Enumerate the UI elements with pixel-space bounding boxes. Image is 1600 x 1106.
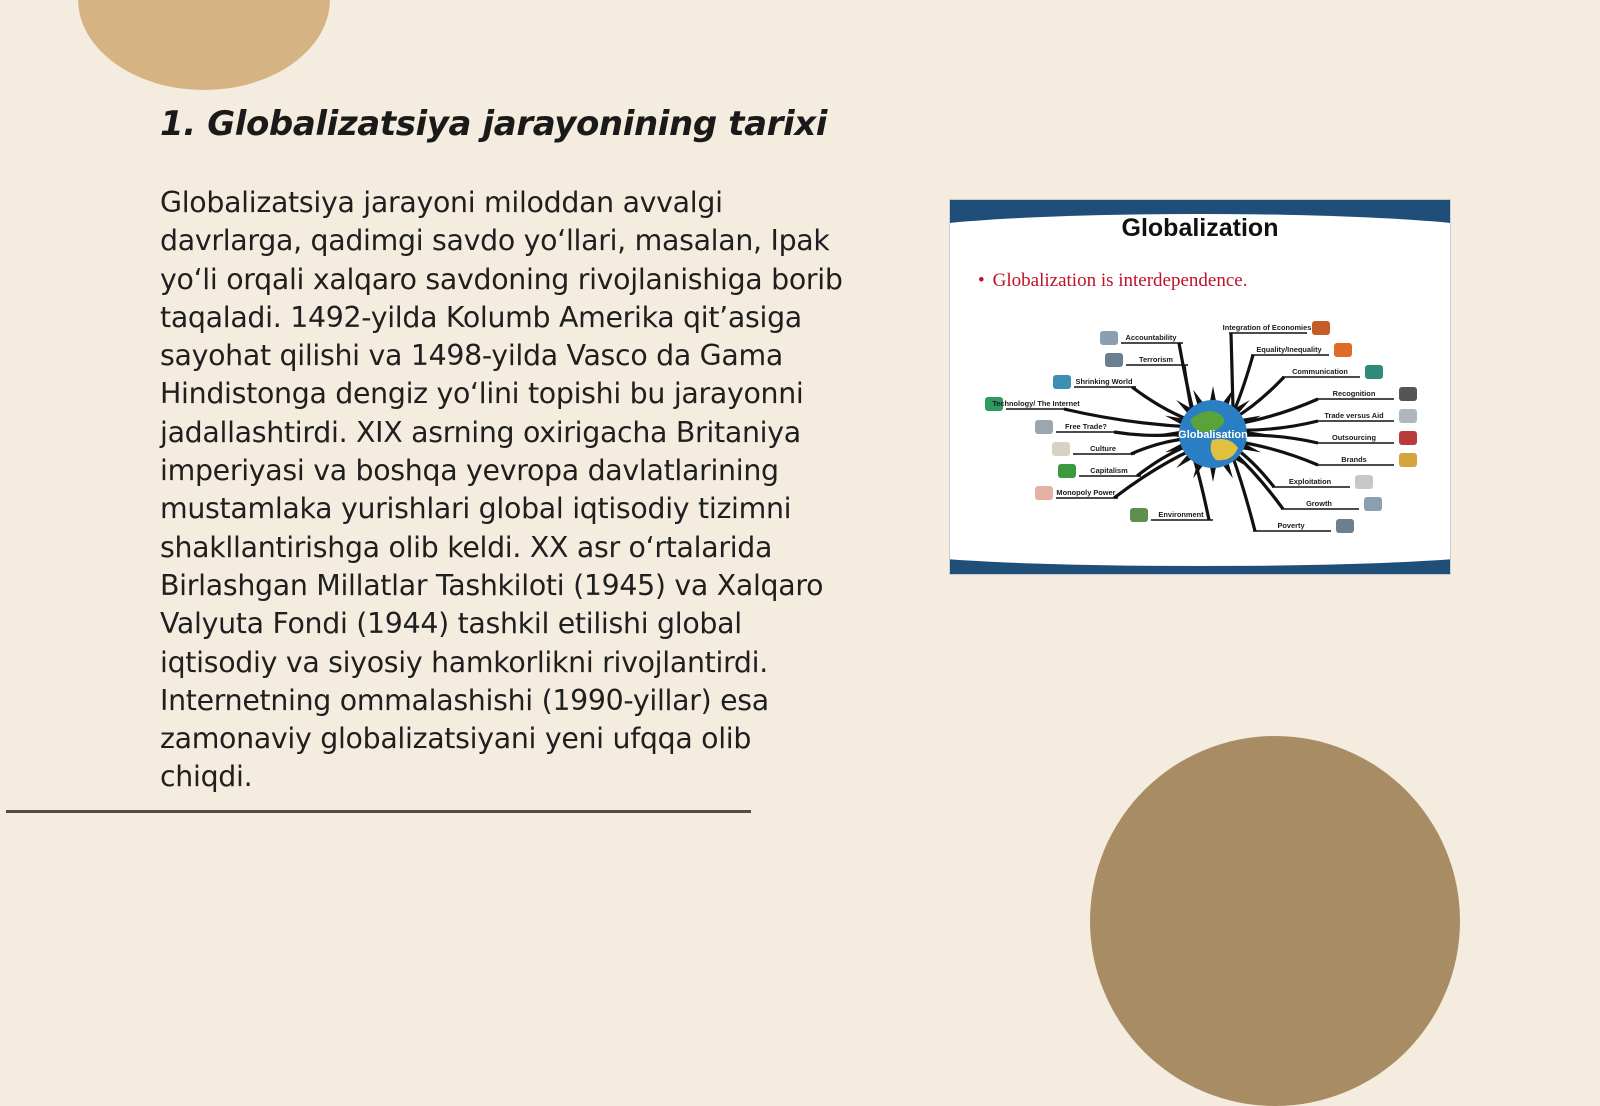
globalization-mind-map [950,300,1450,560]
mind-map-item-icon [1399,453,1417,467]
mind-map-label: Growth [1306,499,1332,508]
mind-map-label: Terrorism [1139,355,1173,364]
mind-map-item-icon [1035,420,1053,434]
mind-map-item-icon [1399,431,1417,445]
bullet-icon: • [978,270,985,291]
mind-map-label: Environment [1158,510,1204,519]
mind-map-label: Communication [1292,367,1348,376]
mind-map-label: Trade versus Aid [1324,411,1384,420]
mind-map-label: Exploitation [1288,477,1332,486]
mind-map-item-icon [1052,442,1070,456]
mind-map-label: Free Trade? [1065,422,1107,431]
mind-map-label: Accountability [1125,333,1177,342]
mind-map-label: Technology/ The Internet [992,399,1080,408]
body-paragraph: Globalizatsiya jarayoni miloddan avvalgi davrlarga, qadimgi savdo yo‘llari, masalan, Ipak yo‘li orqali xalqaro savdoning rivojlanishiga borib taqaladi. 1492-yilda Kolumb Amerika qit’asiga sayohat qilishi va 1498-yilda Vasco da Gama Hindistonga dengiz yo‘lini topishi bu jarayonni jadallashtirdi. XIX asrning oxirigacha Britaniya imperiyasi va boshqa yevropa davlatlarining mustamlaka yurishlari global iqtisodiy tizimni shakllantirishga olib keldi. XX asr o‘rtalarida Birlashgan Millatlar Tashkiloti (1945) va Xalqaro Valyuta Fondi (1944) tashkil etilishi global iqtisodiy va siyosiy hamkorlikni rivojlantirdi. Internetning ommalashishi (1990-yillar) esa zamonaviy globalizatsiyani yeni ufqqa olib chiqdi. [160,186,843,794]
mind-map-label: Equality/Inequality [1256,345,1322,354]
decor-circle-top [78,0,330,90]
mind-map-item-icon [1364,497,1382,511]
slide-bullet-text: Globalization is interdependence. [992,270,1248,291]
mind-map-item-icon [1130,508,1148,522]
divider-line [6,810,751,813]
mind-map-item-icon [1355,475,1373,489]
mind-map-spoke [1132,387,1193,422]
mind-map-label: Brands [1341,455,1367,464]
slide-bullet [978,270,1247,292]
mind-map-item-icon [1100,331,1118,345]
mind-map-item-icon [1334,343,1352,357]
mind-map-spoke [1231,333,1233,408]
mind-map-label: Culture [1090,444,1116,453]
mind-map-item-icon [1399,387,1417,401]
mind-map-item-icon [1105,353,1123,367]
mind-map-label: Monopoly Power [1056,488,1116,497]
mind-map-item-icon [1058,464,1076,478]
mind-map-label: Shrinking World [1075,377,1133,386]
mind-map-item-icon [1312,321,1330,335]
mind-map-label: Poverty [1277,521,1305,530]
mind-map-label: Integration of Economies [1222,323,1312,332]
mind-map-label: Recognition [1332,389,1376,398]
globalization-slide-image [950,200,1450,574]
mind-map-item-icon [1365,365,1383,379]
mind-map-item-icon [1336,519,1354,533]
mind-map-hub: Globalisation [1178,429,1248,441]
mind-map-item-icon [1399,409,1417,423]
mind-map-label: Outsourcing [1332,433,1376,442]
slide-title: Globalization [1121,214,1279,242]
mind-map-item-icon [1053,375,1071,389]
mind-map-label: Capitalism [1090,466,1128,475]
decor-circle-bottom [1090,736,1460,1106]
mind-map-item-icon [1035,486,1053,500]
page-title: 1. Globalizatsiya jarayonining tarixi [160,104,828,144]
